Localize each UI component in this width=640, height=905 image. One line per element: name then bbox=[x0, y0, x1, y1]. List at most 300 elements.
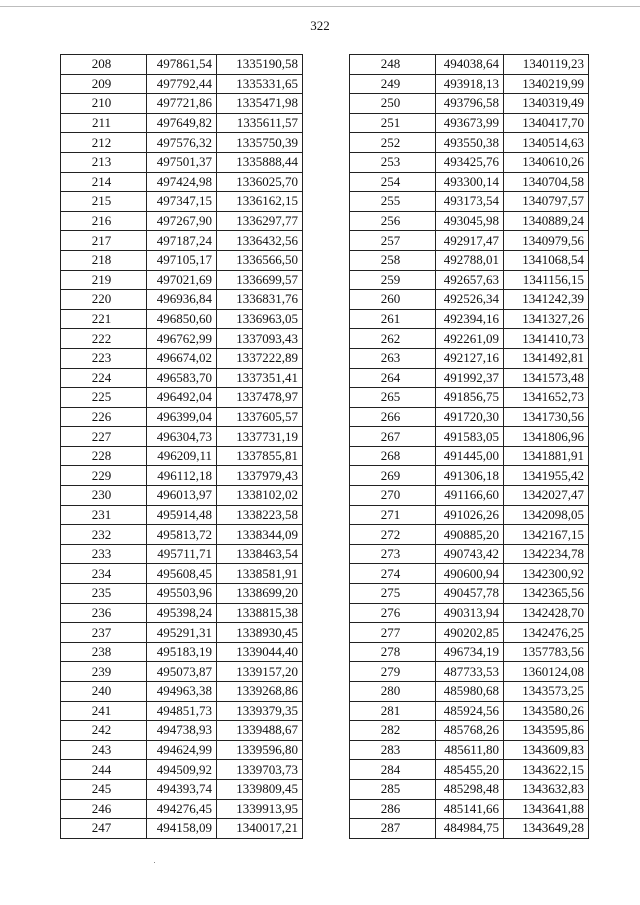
table-row bbox=[350, 211, 589, 231]
table-row bbox=[61, 290, 303, 310]
y-coordinate-cell: 1335331,65 bbox=[217, 74, 303, 94]
y-coordinate-cell: 1336432,56 bbox=[217, 231, 303, 251]
point-number-cell: 250 bbox=[350, 94, 436, 114]
x-coordinate-cell: 496013,97 bbox=[147, 486, 217, 506]
point-number-cell: 271 bbox=[350, 505, 436, 525]
point-number-cell: 248 bbox=[350, 55, 436, 75]
x-coordinate-cell: 495914,48 bbox=[147, 505, 217, 525]
table-row bbox=[350, 603, 589, 623]
x-coordinate-cell: 497576,32 bbox=[147, 133, 217, 153]
x-coordinate-cell: 485768,26 bbox=[436, 721, 504, 741]
y-coordinate-cell: 1335750,39 bbox=[217, 133, 303, 153]
y-coordinate-cell: 1341156,15 bbox=[504, 270, 589, 290]
x-coordinate-cell: 492788,01 bbox=[436, 250, 504, 270]
point-number-cell: 283 bbox=[350, 740, 436, 760]
y-coordinate-cell: 1341652,73 bbox=[504, 388, 589, 408]
y-coordinate-cell: 1339488,67 bbox=[217, 721, 303, 741]
point-number-cell: 245 bbox=[61, 779, 147, 799]
y-coordinate-cell: 1338223,58 bbox=[217, 505, 303, 525]
table-row bbox=[350, 525, 589, 545]
table-row bbox=[61, 94, 303, 114]
point-number-cell: 217 bbox=[61, 231, 147, 251]
table-row bbox=[61, 486, 303, 506]
point-number-cell: 281 bbox=[350, 701, 436, 721]
point-number-cell: 251 bbox=[350, 113, 436, 133]
y-coordinate-cell: 1340017,21 bbox=[217, 819, 303, 839]
coordinates-table-left bbox=[60, 54, 303, 839]
x-coordinate-cell: 490600,94 bbox=[436, 564, 504, 584]
x-coordinate-cell: 492526,34 bbox=[436, 290, 504, 310]
point-number-cell: 214 bbox=[61, 172, 147, 192]
y-coordinate-cell: 1336566,50 bbox=[217, 250, 303, 270]
x-coordinate-cell: 492261,09 bbox=[436, 329, 504, 349]
table-row bbox=[350, 701, 589, 721]
y-coordinate-cell: 1343595,86 bbox=[504, 721, 589, 741]
point-number-cell: 212 bbox=[61, 133, 147, 153]
point-number-cell: 265 bbox=[350, 388, 436, 408]
y-coordinate-cell: 1337855,81 bbox=[217, 446, 303, 466]
table-row bbox=[350, 623, 589, 643]
table-row bbox=[61, 427, 303, 447]
y-coordinate-cell: 1339268,86 bbox=[217, 682, 303, 702]
table-row bbox=[61, 192, 303, 212]
table-row bbox=[350, 682, 589, 702]
y-coordinate-cell: 1339596,80 bbox=[217, 740, 303, 760]
table-row bbox=[61, 329, 303, 349]
x-coordinate-cell: 497792,44 bbox=[147, 74, 217, 94]
table-row bbox=[350, 329, 589, 349]
point-number-cell: 247 bbox=[61, 819, 147, 839]
x-coordinate-cell: 496112,18 bbox=[147, 466, 217, 486]
table-row bbox=[350, 113, 589, 133]
x-coordinate-cell: 496304,73 bbox=[147, 427, 217, 447]
y-coordinate-cell: 1343609,83 bbox=[504, 740, 589, 760]
y-coordinate-cell: 1338581,91 bbox=[217, 564, 303, 584]
y-coordinate-cell: 1337605,57 bbox=[217, 407, 303, 427]
point-number-cell: 246 bbox=[61, 799, 147, 819]
point-number-cell: 211 bbox=[61, 113, 147, 133]
x-coordinate-cell: 492917,47 bbox=[436, 231, 504, 251]
table-row bbox=[350, 55, 589, 75]
x-coordinate-cell: 496936,84 bbox=[147, 290, 217, 310]
point-number-cell: 284 bbox=[350, 760, 436, 780]
table-row bbox=[61, 250, 303, 270]
table-row bbox=[61, 74, 303, 94]
table-row bbox=[350, 564, 589, 584]
table-row bbox=[61, 642, 303, 662]
top-rule bbox=[0, 6, 640, 7]
table-row bbox=[61, 113, 303, 133]
table-row bbox=[61, 525, 303, 545]
point-number-cell: 229 bbox=[61, 466, 147, 486]
y-coordinate-cell: 1357783,56 bbox=[504, 642, 589, 662]
x-coordinate-cell: 496583,70 bbox=[147, 368, 217, 388]
table-row bbox=[61, 407, 303, 427]
table-row bbox=[61, 740, 303, 760]
y-coordinate-cell: 1338930,45 bbox=[217, 623, 303, 643]
y-coordinate-cell: 1337731,19 bbox=[217, 427, 303, 447]
x-coordinate-cell: 494276,45 bbox=[147, 799, 217, 819]
x-coordinate-cell: 493045,98 bbox=[436, 211, 504, 231]
x-coordinate-cell: 491720,30 bbox=[436, 407, 504, 427]
y-coordinate-cell: 1335888,44 bbox=[217, 152, 303, 172]
x-coordinate-cell: 493918,13 bbox=[436, 74, 504, 94]
point-number-cell: 285 bbox=[350, 779, 436, 799]
point-number-cell: 221 bbox=[61, 309, 147, 329]
table-row bbox=[61, 133, 303, 153]
point-number-cell: 278 bbox=[350, 642, 436, 662]
point-number-cell: 231 bbox=[61, 505, 147, 525]
point-number-cell: 226 bbox=[61, 407, 147, 427]
point-number-cell: 272 bbox=[350, 525, 436, 545]
y-coordinate-cell: 1340610,26 bbox=[504, 152, 589, 172]
point-number-cell: 262 bbox=[350, 329, 436, 349]
x-coordinate-cell: 497861,54 bbox=[147, 55, 217, 75]
x-coordinate-cell: 485611,80 bbox=[436, 740, 504, 760]
y-coordinate-cell: 1343641,88 bbox=[504, 799, 589, 819]
y-coordinate-cell: 1341730,56 bbox=[504, 407, 589, 427]
table-row bbox=[350, 662, 589, 682]
table-row bbox=[350, 544, 589, 564]
x-coordinate-cell: 495711,71 bbox=[147, 544, 217, 564]
table-row bbox=[350, 192, 589, 212]
y-coordinate-cell: 1342300,92 bbox=[504, 564, 589, 584]
point-number-cell: 269 bbox=[350, 466, 436, 486]
x-coordinate-cell: 490457,78 bbox=[436, 584, 504, 604]
x-coordinate-cell: 495183,19 bbox=[147, 642, 217, 662]
y-coordinate-cell: 1342098,05 bbox=[504, 505, 589, 525]
point-number-cell: 239 bbox=[61, 662, 147, 682]
table-row bbox=[350, 290, 589, 310]
table-row bbox=[61, 682, 303, 702]
x-coordinate-cell: 484984,75 bbox=[436, 819, 504, 839]
point-number-cell: 276 bbox=[350, 603, 436, 623]
y-coordinate-cell: 1340417,70 bbox=[504, 113, 589, 133]
point-number-cell: 222 bbox=[61, 329, 147, 349]
y-coordinate-cell: 1338344,09 bbox=[217, 525, 303, 545]
page-number: 322 bbox=[310, 18, 330, 33]
y-coordinate-cell: 1336162,15 bbox=[217, 192, 303, 212]
x-coordinate-cell: 493673,99 bbox=[436, 113, 504, 133]
table-row bbox=[350, 779, 589, 799]
y-coordinate-cell: 1342476,25 bbox=[504, 623, 589, 643]
x-coordinate-cell: 494038,64 bbox=[436, 55, 504, 75]
table-row bbox=[61, 779, 303, 799]
x-coordinate-cell: 491992,37 bbox=[436, 368, 504, 388]
table-row bbox=[350, 760, 589, 780]
coordinates-table-right bbox=[349, 54, 589, 839]
table-row bbox=[61, 819, 303, 839]
x-coordinate-cell: 485980,68 bbox=[436, 682, 504, 702]
table-row bbox=[61, 55, 303, 75]
table-row bbox=[61, 152, 303, 172]
x-coordinate-cell: 491445,00 bbox=[436, 446, 504, 466]
point-number-cell: 280 bbox=[350, 682, 436, 702]
x-coordinate-cell: 496674,02 bbox=[147, 348, 217, 368]
y-coordinate-cell: 1336831,76 bbox=[217, 290, 303, 310]
table-row bbox=[61, 466, 303, 486]
table-row bbox=[350, 466, 589, 486]
point-number-cell: 235 bbox=[61, 584, 147, 604]
point-number-cell: 210 bbox=[61, 94, 147, 114]
x-coordinate-cell: 491583,05 bbox=[436, 427, 504, 447]
y-coordinate-cell: 1343632,83 bbox=[504, 779, 589, 799]
y-coordinate-cell: 1338102,02 bbox=[217, 486, 303, 506]
y-coordinate-cell: 1340514,63 bbox=[504, 133, 589, 153]
point-number-cell: 238 bbox=[61, 642, 147, 662]
y-coordinate-cell: 1337979,43 bbox=[217, 466, 303, 486]
x-coordinate-cell: 485298,48 bbox=[436, 779, 504, 799]
table-row bbox=[61, 799, 303, 819]
point-number-cell: 253 bbox=[350, 152, 436, 172]
x-coordinate-cell: 490313,94 bbox=[436, 603, 504, 623]
table-row bbox=[350, 642, 589, 662]
table-row bbox=[61, 172, 303, 192]
y-coordinate-cell: 1343649,28 bbox=[504, 819, 589, 839]
y-coordinate-cell: 1340979,56 bbox=[504, 231, 589, 251]
x-coordinate-cell: 492394,16 bbox=[436, 309, 504, 329]
table-row bbox=[61, 564, 303, 584]
point-number-cell: 252 bbox=[350, 133, 436, 153]
x-coordinate-cell: 495398,24 bbox=[147, 603, 217, 623]
table-row bbox=[61, 544, 303, 564]
x-coordinate-cell: 493796,58 bbox=[436, 94, 504, 114]
table-row bbox=[350, 819, 589, 839]
x-coordinate-cell: 493425,76 bbox=[436, 152, 504, 172]
point-number-cell: 233 bbox=[61, 544, 147, 564]
table-row bbox=[61, 446, 303, 466]
point-number-cell: 244 bbox=[61, 760, 147, 780]
y-coordinate-cell: 1335611,57 bbox=[217, 113, 303, 133]
table-row bbox=[350, 505, 589, 525]
y-coordinate-cell: 1341492,81 bbox=[504, 348, 589, 368]
table-row bbox=[350, 270, 589, 290]
point-number-cell: 234 bbox=[61, 564, 147, 584]
table-row bbox=[61, 309, 303, 329]
x-coordinate-cell: 497424,98 bbox=[147, 172, 217, 192]
x-coordinate-cell: 493173,54 bbox=[436, 192, 504, 212]
point-number-cell: 259 bbox=[350, 270, 436, 290]
point-number-cell: 228 bbox=[61, 446, 147, 466]
x-coordinate-cell: 487733,53 bbox=[436, 662, 504, 682]
table-row bbox=[350, 721, 589, 741]
x-coordinate-cell: 497347,15 bbox=[147, 192, 217, 212]
y-coordinate-cell: 1336025,70 bbox=[217, 172, 303, 192]
y-coordinate-cell: 1338815,38 bbox=[217, 603, 303, 623]
x-coordinate-cell: 492127,16 bbox=[436, 348, 504, 368]
y-coordinate-cell: 1339044,40 bbox=[217, 642, 303, 662]
x-coordinate-cell: 490743,42 bbox=[436, 544, 504, 564]
x-coordinate-cell: 496850,60 bbox=[147, 309, 217, 329]
point-number-cell: 263 bbox=[350, 348, 436, 368]
table-row bbox=[61, 721, 303, 741]
x-coordinate-cell: 497105,17 bbox=[147, 250, 217, 270]
table-row bbox=[350, 799, 589, 819]
table-row bbox=[350, 94, 589, 114]
x-coordinate-cell: 494738,93 bbox=[147, 721, 217, 741]
x-coordinate-cell: 490885,20 bbox=[436, 525, 504, 545]
table-row bbox=[61, 388, 303, 408]
table-row bbox=[61, 662, 303, 682]
x-coordinate-cell: 496492,04 bbox=[147, 388, 217, 408]
x-coordinate-cell: 485455,20 bbox=[436, 760, 504, 780]
point-number-cell: 208 bbox=[61, 55, 147, 75]
y-coordinate-cell: 1338463,54 bbox=[217, 544, 303, 564]
table-row bbox=[350, 172, 589, 192]
table-row bbox=[61, 231, 303, 251]
table-row bbox=[61, 368, 303, 388]
point-number-cell: 218 bbox=[61, 250, 147, 270]
table-row bbox=[350, 74, 589, 94]
table-row bbox=[350, 309, 589, 329]
table-row bbox=[350, 427, 589, 447]
point-number-cell: 220 bbox=[61, 290, 147, 310]
x-coordinate-cell: 496734,19 bbox=[436, 642, 504, 662]
x-coordinate-cell: 494393,74 bbox=[147, 779, 217, 799]
table-row bbox=[61, 270, 303, 290]
y-coordinate-cell: 1339157,20 bbox=[217, 662, 303, 682]
table-row bbox=[350, 584, 589, 604]
x-coordinate-cell: 495503,96 bbox=[147, 584, 217, 604]
point-number-cell: 216 bbox=[61, 211, 147, 231]
y-coordinate-cell: 1341068,54 bbox=[504, 250, 589, 270]
point-number-cell: 243 bbox=[61, 740, 147, 760]
table-row bbox=[350, 407, 589, 427]
x-coordinate-cell: 494624,99 bbox=[147, 740, 217, 760]
y-coordinate-cell: 1337222,89 bbox=[217, 348, 303, 368]
y-coordinate-cell: 1343580,26 bbox=[504, 701, 589, 721]
point-number-cell: 223 bbox=[61, 348, 147, 368]
table-row bbox=[350, 368, 589, 388]
x-coordinate-cell: 497721,86 bbox=[147, 94, 217, 114]
x-coordinate-cell: 490202,85 bbox=[436, 623, 504, 643]
x-coordinate-cell: 485141,66 bbox=[436, 799, 504, 819]
point-number-cell: 242 bbox=[61, 721, 147, 741]
table-row bbox=[61, 623, 303, 643]
point-number-cell: 227 bbox=[61, 427, 147, 447]
x-coordinate-cell: 497021,69 bbox=[147, 270, 217, 290]
x-coordinate-cell: 497501,37 bbox=[147, 152, 217, 172]
x-coordinate-cell: 497649,82 bbox=[147, 113, 217, 133]
y-coordinate-cell: 1336699,57 bbox=[217, 270, 303, 290]
y-coordinate-cell: 1342234,78 bbox=[504, 544, 589, 564]
point-number-cell: 254 bbox=[350, 172, 436, 192]
y-coordinate-cell: 1340319,49 bbox=[504, 94, 589, 114]
x-coordinate-cell: 494158,09 bbox=[147, 819, 217, 839]
point-number-cell: 255 bbox=[350, 192, 436, 212]
x-coordinate-cell: 491306,18 bbox=[436, 466, 504, 486]
table-row bbox=[61, 603, 303, 623]
x-coordinate-cell: 493550,38 bbox=[436, 133, 504, 153]
y-coordinate-cell: 1336297,77 bbox=[217, 211, 303, 231]
table-row bbox=[350, 388, 589, 408]
y-coordinate-cell: 1341242,39 bbox=[504, 290, 589, 310]
point-number-cell: 258 bbox=[350, 250, 436, 270]
point-number-cell: 260 bbox=[350, 290, 436, 310]
y-coordinate-cell: 1340889,24 bbox=[504, 211, 589, 231]
table-row bbox=[350, 152, 589, 172]
x-coordinate-cell: 495608,45 bbox=[147, 564, 217, 584]
point-number-cell: 236 bbox=[61, 603, 147, 623]
point-number-cell: 257 bbox=[350, 231, 436, 251]
point-number-cell: 266 bbox=[350, 407, 436, 427]
x-coordinate-cell: 496209,11 bbox=[147, 446, 217, 466]
y-coordinate-cell: 1335471,98 bbox=[217, 94, 303, 114]
point-number-cell: 287 bbox=[350, 819, 436, 839]
y-coordinate-cell: 1338699,20 bbox=[217, 584, 303, 604]
point-number-cell: 237 bbox=[61, 623, 147, 643]
point-number-cell: 209 bbox=[61, 74, 147, 94]
point-number-cell: 232 bbox=[61, 525, 147, 545]
y-coordinate-cell: 1360124,08 bbox=[504, 662, 589, 682]
point-number-cell: 219 bbox=[61, 270, 147, 290]
point-number-cell: 279 bbox=[350, 662, 436, 682]
point-number-cell: 213 bbox=[61, 152, 147, 172]
table-row bbox=[61, 348, 303, 368]
point-number-cell: 273 bbox=[350, 544, 436, 564]
x-coordinate-cell: 492657,63 bbox=[436, 270, 504, 290]
y-coordinate-cell: 1341573,48 bbox=[504, 368, 589, 388]
y-coordinate-cell: 1341410,73 bbox=[504, 329, 589, 349]
y-coordinate-cell: 1341806,96 bbox=[504, 427, 589, 447]
y-coordinate-cell: 1341955,42 bbox=[504, 466, 589, 486]
y-coordinate-cell: 1340704,58 bbox=[504, 172, 589, 192]
point-number-cell: 240 bbox=[61, 682, 147, 702]
y-coordinate-cell: 1340119,23 bbox=[504, 55, 589, 75]
y-coordinate-cell: 1341327,26 bbox=[504, 309, 589, 329]
point-number-cell: 274 bbox=[350, 564, 436, 584]
point-number-cell: 286 bbox=[350, 799, 436, 819]
scan-speck bbox=[154, 862, 155, 863]
y-coordinate-cell: 1340797,57 bbox=[504, 192, 589, 212]
y-coordinate-cell: 1342428,70 bbox=[504, 603, 589, 623]
x-coordinate-cell: 491166,60 bbox=[436, 486, 504, 506]
x-coordinate-cell: 497187,24 bbox=[147, 231, 217, 251]
point-number-cell: 282 bbox=[350, 721, 436, 741]
point-number-cell: 270 bbox=[350, 486, 436, 506]
point-number-cell: 261 bbox=[350, 309, 436, 329]
table-row bbox=[61, 211, 303, 231]
y-coordinate-cell: 1342167,15 bbox=[504, 525, 589, 545]
y-coordinate-cell: 1337478,97 bbox=[217, 388, 303, 408]
x-coordinate-cell: 491856,75 bbox=[436, 388, 504, 408]
point-number-cell: 264 bbox=[350, 368, 436, 388]
y-coordinate-cell: 1340219,99 bbox=[504, 74, 589, 94]
y-coordinate-cell: 1335190,58 bbox=[217, 55, 303, 75]
point-number-cell: 215 bbox=[61, 192, 147, 212]
table-row bbox=[61, 584, 303, 604]
y-coordinate-cell: 1339379,35 bbox=[217, 701, 303, 721]
y-coordinate-cell: 1337351,41 bbox=[217, 368, 303, 388]
point-number-cell: 225 bbox=[61, 388, 147, 408]
y-coordinate-cell: 1336963,05 bbox=[217, 309, 303, 329]
x-coordinate-cell: 491026,26 bbox=[436, 505, 504, 525]
point-number-cell: 241 bbox=[61, 701, 147, 721]
x-coordinate-cell: 496762,99 bbox=[147, 329, 217, 349]
table-row bbox=[61, 505, 303, 525]
x-coordinate-cell: 495073,87 bbox=[147, 662, 217, 682]
table-row bbox=[350, 348, 589, 368]
point-number-cell: 268 bbox=[350, 446, 436, 466]
x-coordinate-cell: 494963,38 bbox=[147, 682, 217, 702]
y-coordinate-cell: 1339703,73 bbox=[217, 760, 303, 780]
point-number-cell: 277 bbox=[350, 623, 436, 643]
point-number-cell: 224 bbox=[61, 368, 147, 388]
y-coordinate-cell: 1339809,45 bbox=[217, 779, 303, 799]
x-coordinate-cell: 496399,04 bbox=[147, 407, 217, 427]
table-row bbox=[350, 740, 589, 760]
x-coordinate-cell: 485924,56 bbox=[436, 701, 504, 721]
